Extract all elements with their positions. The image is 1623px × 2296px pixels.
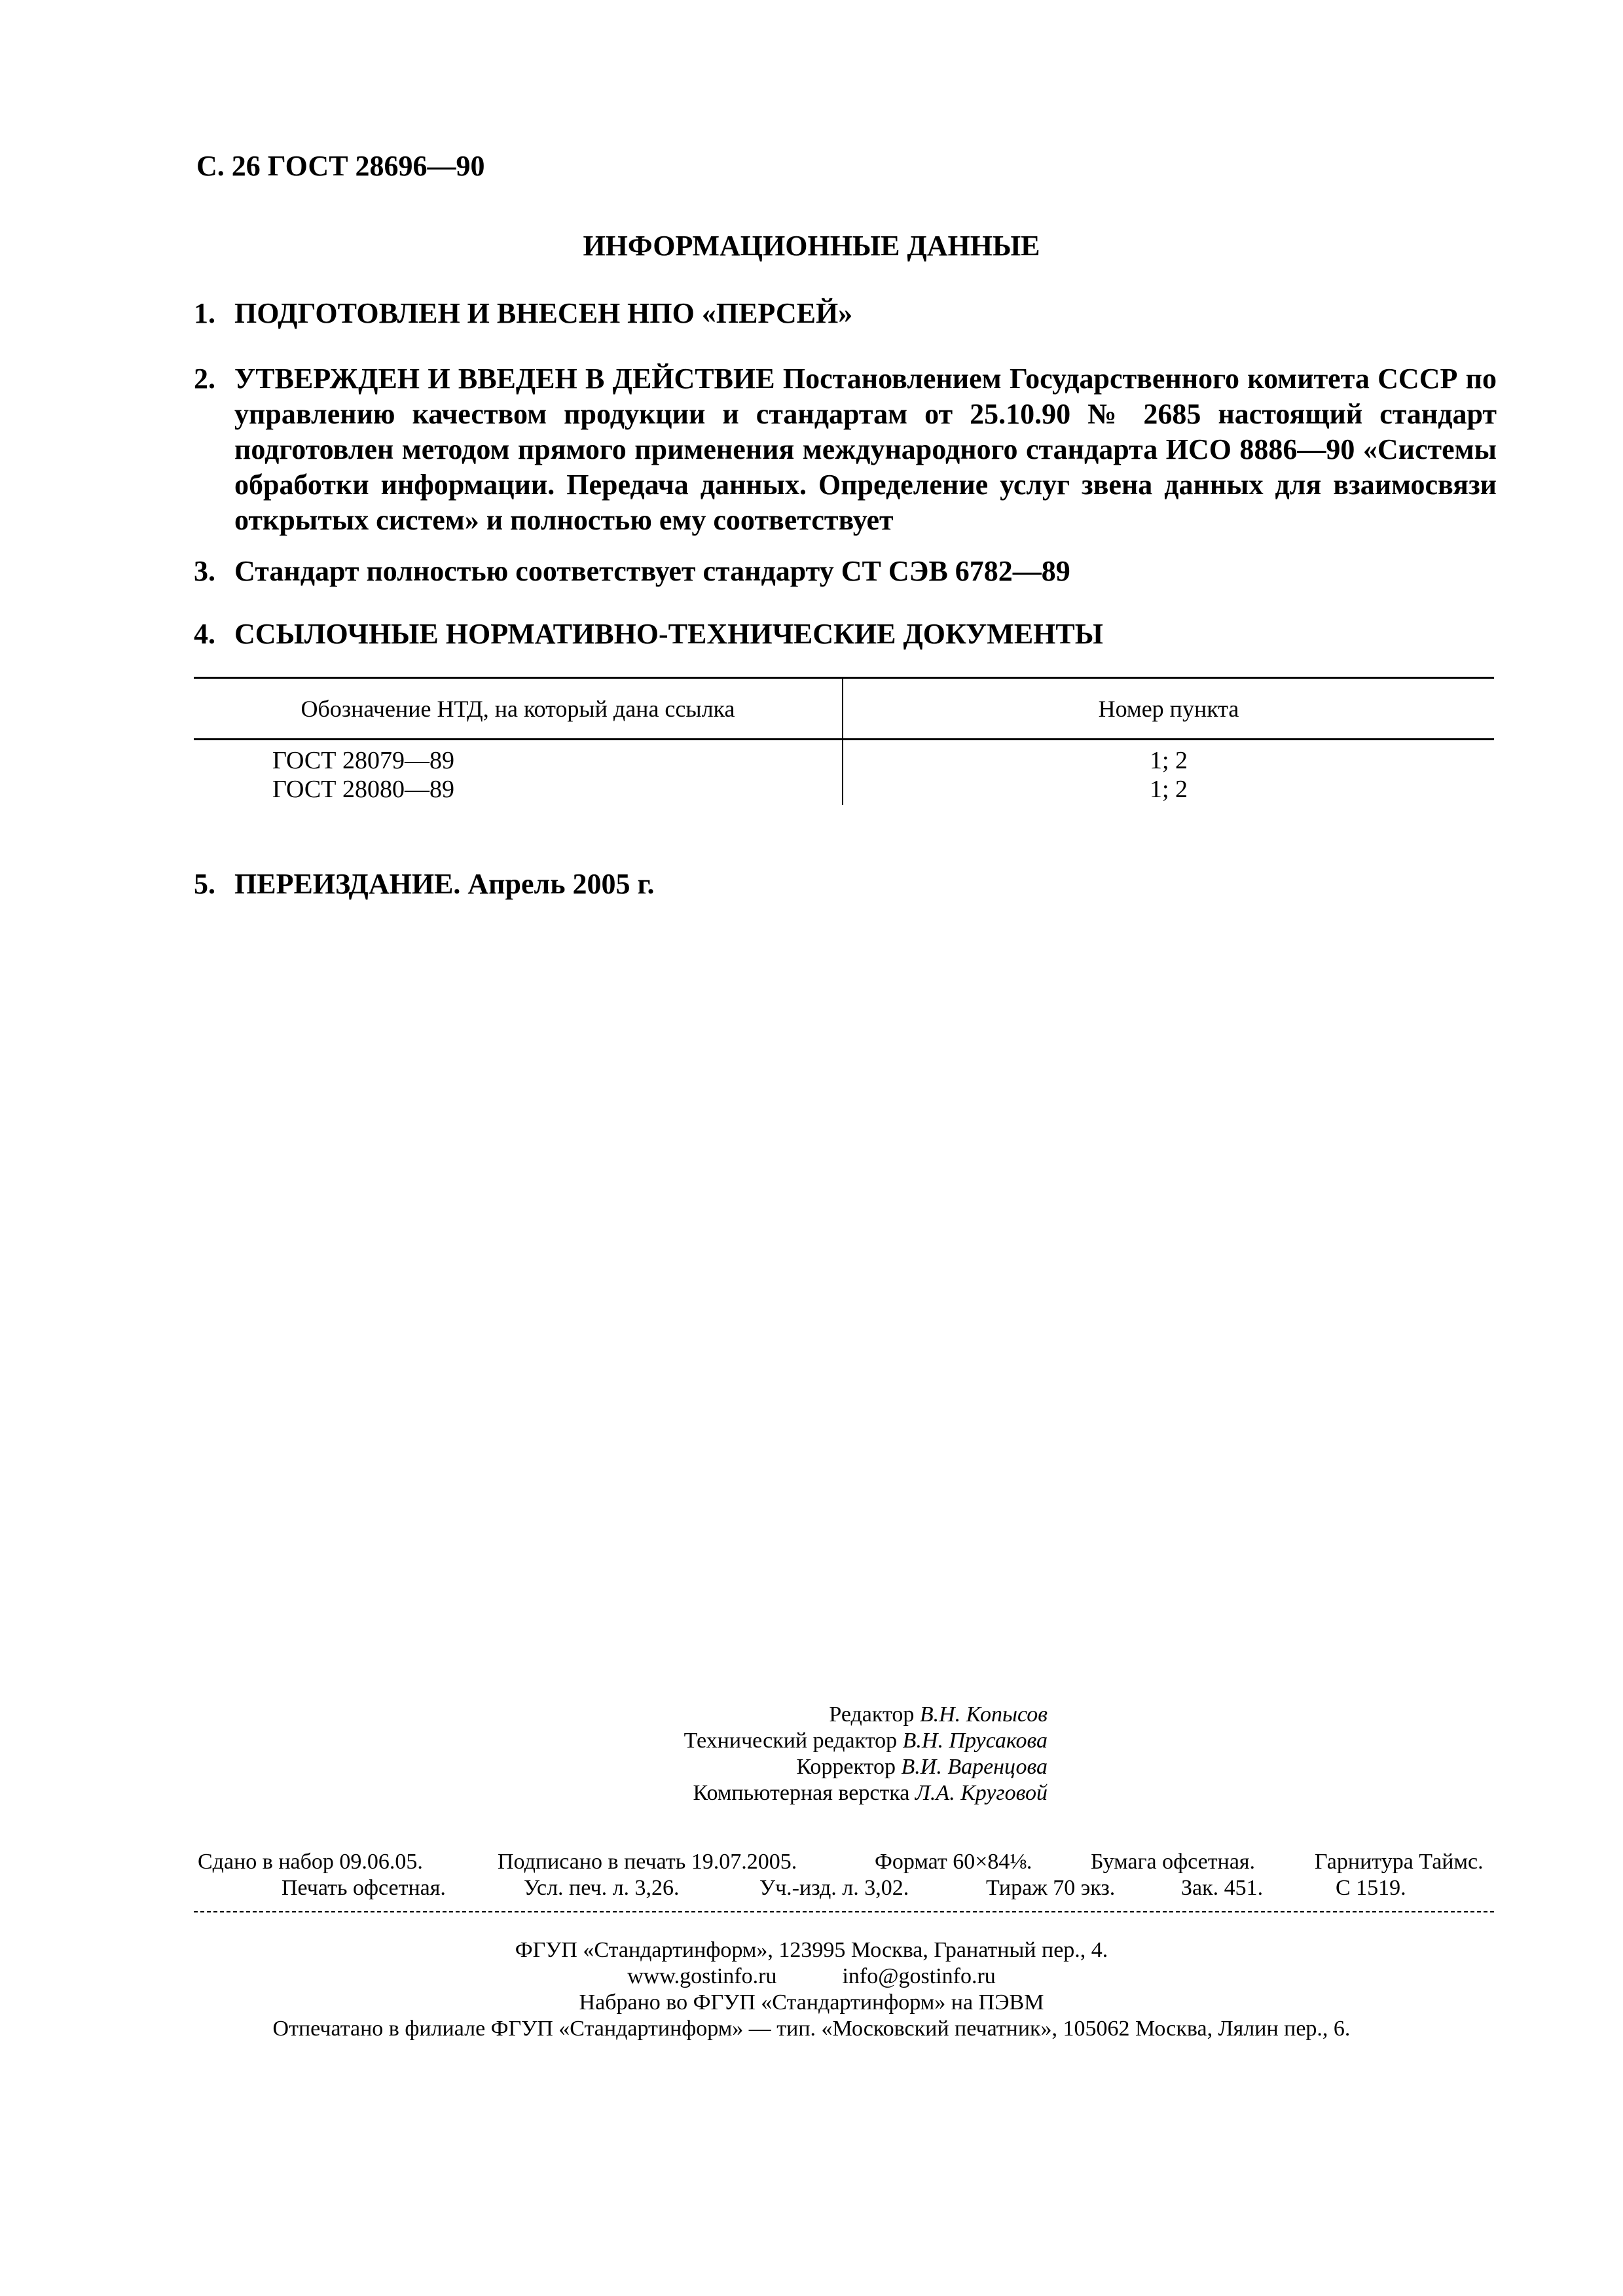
imprint-print-type: Печать офсетная. <box>282 1876 446 1900</box>
item-number: 4. <box>194 618 215 650</box>
credit-layout: Компьютерная верстка Л.А. Круговой <box>693 1781 1048 1805</box>
imprint-print-sheets: Усл. печ. л. 3,26. <box>524 1876 680 1900</box>
table-header-rule <box>194 738 1494 740</box>
imprint-pub-sheets: Уч.-изд. л. 3,02. <box>759 1876 909 1900</box>
credit-editor: Редактор В.Н. Копысов <box>829 1702 1048 1727</box>
table-row <box>843 746 1494 804</box>
section-title: ИНФОРМАЦИОННЫЕ ДАННЫЕ <box>583 230 1040 262</box>
imprint-signed-date: Подписано в печать 19.07.2005. <box>498 1850 797 1874</box>
publisher-email: info@gostinfo.ru <box>842 1964 996 1988</box>
table-cell-ntd: ГОСТ 28079—89 <box>272 747 454 774</box>
imprint-order: Зак. 451. <box>1181 1876 1264 1900</box>
imprint-paper: Бумага офсетная. <box>1091 1850 1256 1874</box>
publisher-printed: Отпечатано в филиале ФГУП «Стандартинформ» — тип. «Московский печатник», 105062 Москва, Лялин пер., 6. <box>272 2017 1351 2041</box>
table-header-ntd: Обозначение НТД, на который дана ссылка <box>301 696 735 722</box>
page-header: С. 26 ГОСТ 28696—90 <box>196 150 485 182</box>
item-text: Постановлением Государственного комитета СССР по управлению качеством продукции и стандартам от 25.10.90 № 2685 настоящий стандарт подготовлен методом прямого применения международного стандарта ИСО 8886—90 «Системы обработки информации. Передача данных. Определение услуг звена данных для взаимосвязи открытых систем» и полностью ему соответствует <box>234 363 1497 536</box>
item-1 <box>194 296 852 331</box>
item-text: Стандарт полностью соответствует стандарту СТ СЭВ 6782—89 <box>234 555 1070 587</box>
item-number: 2. <box>194 363 215 395</box>
imprint-circulation: Тираж 70 экз. <box>986 1876 1116 1900</box>
item-lead: ПЕРЕИЗДАНИЕ. <box>234 868 461 900</box>
item-lead: УТВЕРЖДЕН И ВВЕДЕН В ДЕЙСТВИЕ <box>234 363 775 395</box>
item-text: ПОДГОТОВЛЕН И ВНЕСЕН НПО «ПЕРСЕЙ» <box>234 297 853 329</box>
item-5 <box>194 867 655 902</box>
credit-proofreader: Корректор В.И. Варенцова <box>796 1755 1048 1779</box>
table-cell-ntd: ГОСТ 28080—89 <box>272 776 454 803</box>
imprint-typeset-date: Сдано в набор 09.06.05. <box>198 1850 423 1874</box>
publisher-contacts <box>0 1964 1623 1990</box>
credits-block <box>393 1702 1048 1806</box>
item-2 <box>194 361 1497 538</box>
table-top-rule <box>194 677 1494 679</box>
table-cell-clause: 1; 2 <box>1149 747 1188 774</box>
publisher-address: ФГУП «Стандартинформ», 123995 Москва, Гранатный пер., 4. <box>515 1938 1108 1962</box>
item-number: 5. <box>194 868 215 900</box>
imprint-typeface: Гарнитура Таймс. <box>1315 1850 1484 1874</box>
item-number: 1. <box>194 297 215 329</box>
imprint-divider <box>194 1911 1494 1912</box>
credit-tech-editor: Технический редактор В.Н. Прусакова <box>684 1729 1048 1753</box>
item-text: ССЫЛОЧНЫЕ НОРМАТИВНО-ТЕХНИЧЕСКИЕ ДОКУМЕНТЫ <box>234 618 1103 650</box>
item-4 <box>194 617 1103 652</box>
table-cell-clause: 1; 2 <box>1149 776 1188 803</box>
table-header-clause: Номер пункта <box>1098 696 1239 722</box>
item-text: Апрель 2005 г. <box>467 868 655 900</box>
publisher-typeset: Набрано во ФГУП «Стандартинформ» на ПЭВМ <box>579 1990 1044 2015</box>
imprint-format: Формат 60×84⅛. <box>875 1850 1032 1874</box>
item-number: 3. <box>194 555 215 587</box>
table-row <box>272 746 454 804</box>
item-3 <box>194 554 1070 589</box>
imprint-code: С 1519. <box>1336 1876 1406 1900</box>
publisher-website: www.gostinfo.ru <box>627 1964 777 1988</box>
